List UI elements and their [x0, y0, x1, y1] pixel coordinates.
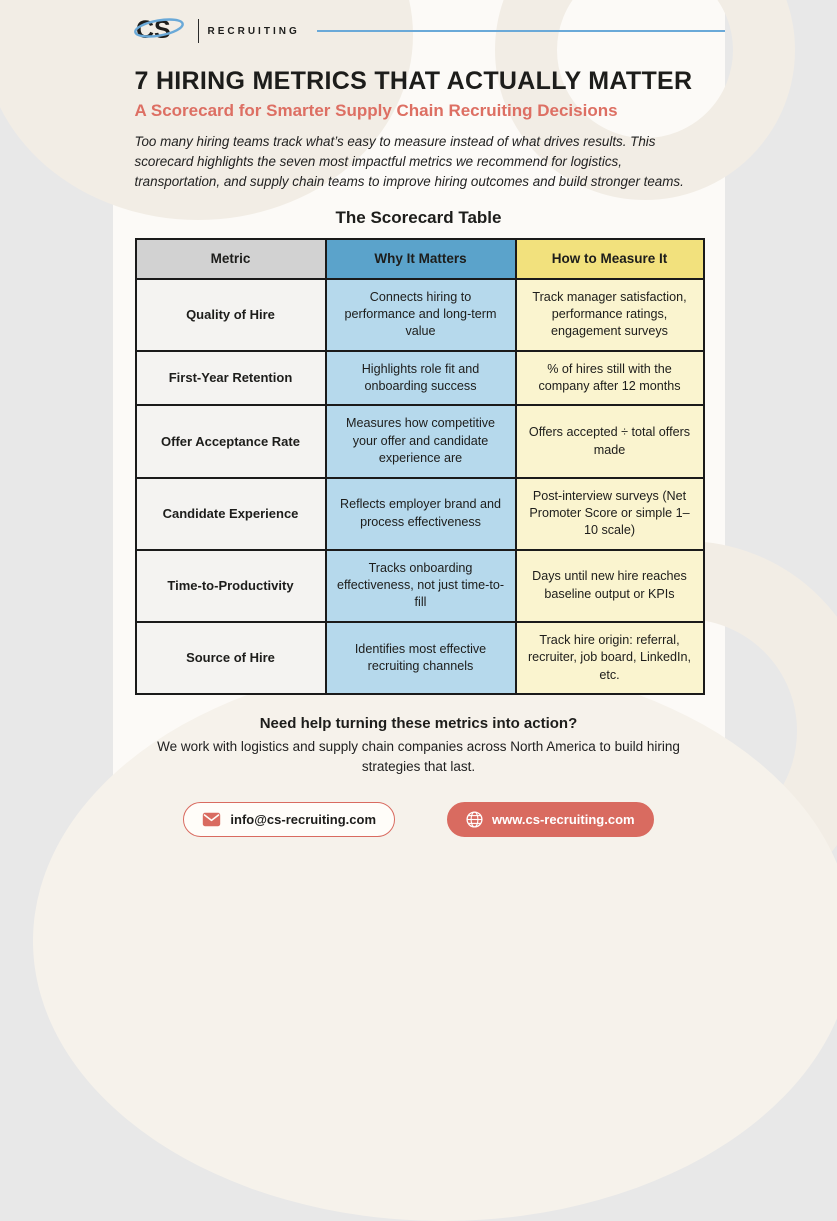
- why-cell: Measures how competitive your offer and candidate experience are: [326, 405, 516, 477]
- footer-body-text: We work with logistics and supply chain companies across North America to build hiring strategies that last.: [149, 737, 689, 776]
- why-cell: Highlights role fit and onboarding success: [326, 351, 516, 406]
- svg-text:CS: CS: [136, 16, 171, 44]
- how-cell: % of hires still with the company after 12 months: [516, 351, 704, 406]
- logo-divider: [198, 19, 199, 43]
- scorecard-table: [135, 238, 705, 695]
- footer-heading: Need help turning these metrics into action?: [135, 715, 703, 732]
- email-label: info@cs-recruiting.com: [230, 812, 376, 827]
- how-cell: Track manager satisfaction, performance ratings, engagement surveys: [516, 279, 704, 351]
- website-contact-button[interactable]: [447, 802, 654, 837]
- table-row: [136, 405, 704, 477]
- how-cell: Offers accepted ÷ total offers made: [516, 405, 704, 477]
- table-row: [136, 279, 704, 351]
- page-subtitle: A Scorecard for Smarter Supply Chain Recruiting Decisions: [135, 101, 703, 121]
- page-title: 7 HIRING METRICS THAT ACTUALLY MATTER: [135, 68, 703, 94]
- how-cell: Post-interview surveys (Net Promoter Score or simple 1–10 scale): [516, 478, 704, 550]
- metric-cell: First-Year Retention: [136, 351, 326, 406]
- globe-icon: [466, 811, 483, 828]
- metric-cell: Candidate Experience: [136, 478, 326, 550]
- why-cell: Reflects employer brand and process effectiveness: [326, 478, 516, 550]
- table-row: [136, 622, 704, 694]
- envelope-icon: [202, 812, 221, 827]
- table-row: [136, 351, 704, 406]
- column-header-why-it-matters: Why It Matters: [326, 239, 516, 279]
- table-header-row: [136, 239, 704, 279]
- metric-cell: Quality of Hire: [136, 279, 326, 351]
- header-rule-line: [317, 30, 725, 32]
- metric-cell: Offer Acceptance Rate: [136, 405, 326, 477]
- email-contact-button[interactable]: [183, 802, 395, 837]
- table-row: [136, 478, 704, 550]
- logo-wordmark: RECRUITING: [208, 26, 300, 37]
- how-cell: Days until new hire reaches baseline output or KPIs: [516, 550, 704, 622]
- metric-cell: Time-to-Productivity: [136, 550, 326, 622]
- why-cell: Connects hiring to performance and long-term value: [326, 279, 516, 351]
- table-row: [136, 550, 704, 622]
- footer: [135, 715, 703, 837]
- how-cell: Track hire origin: referral, recruiter, job board, LinkedIn, etc.: [516, 622, 704, 694]
- brand-header: [135, 14, 703, 48]
- column-header-metric: Metric: [136, 239, 326, 279]
- cs-logo-icon: [135, 12, 189, 51]
- contact-buttons-row: [135, 802, 703, 837]
- why-cell: Tracks onboarding effectiveness, not just time-to-fill: [326, 550, 516, 622]
- website-label: www.cs-recruiting.com: [492, 812, 635, 827]
- why-cell: Identifies most effective recruiting channels: [326, 622, 516, 694]
- metric-cell: Source of Hire: [136, 622, 326, 694]
- infographic-page: [113, 0, 725, 791]
- intro-paragraph: Too many hiring teams track what’s easy to measure instead of what drives results. This scorecard highlights the seven most impactful metrics we recommend for logistics, transportation, and supply chain teams to improve hiring outcomes and build stronger teams.: [135, 132, 697, 192]
- column-header-how-to-measure: How to Measure It: [516, 239, 704, 279]
- table-section-title: The Scorecard Table: [135, 208, 703, 228]
